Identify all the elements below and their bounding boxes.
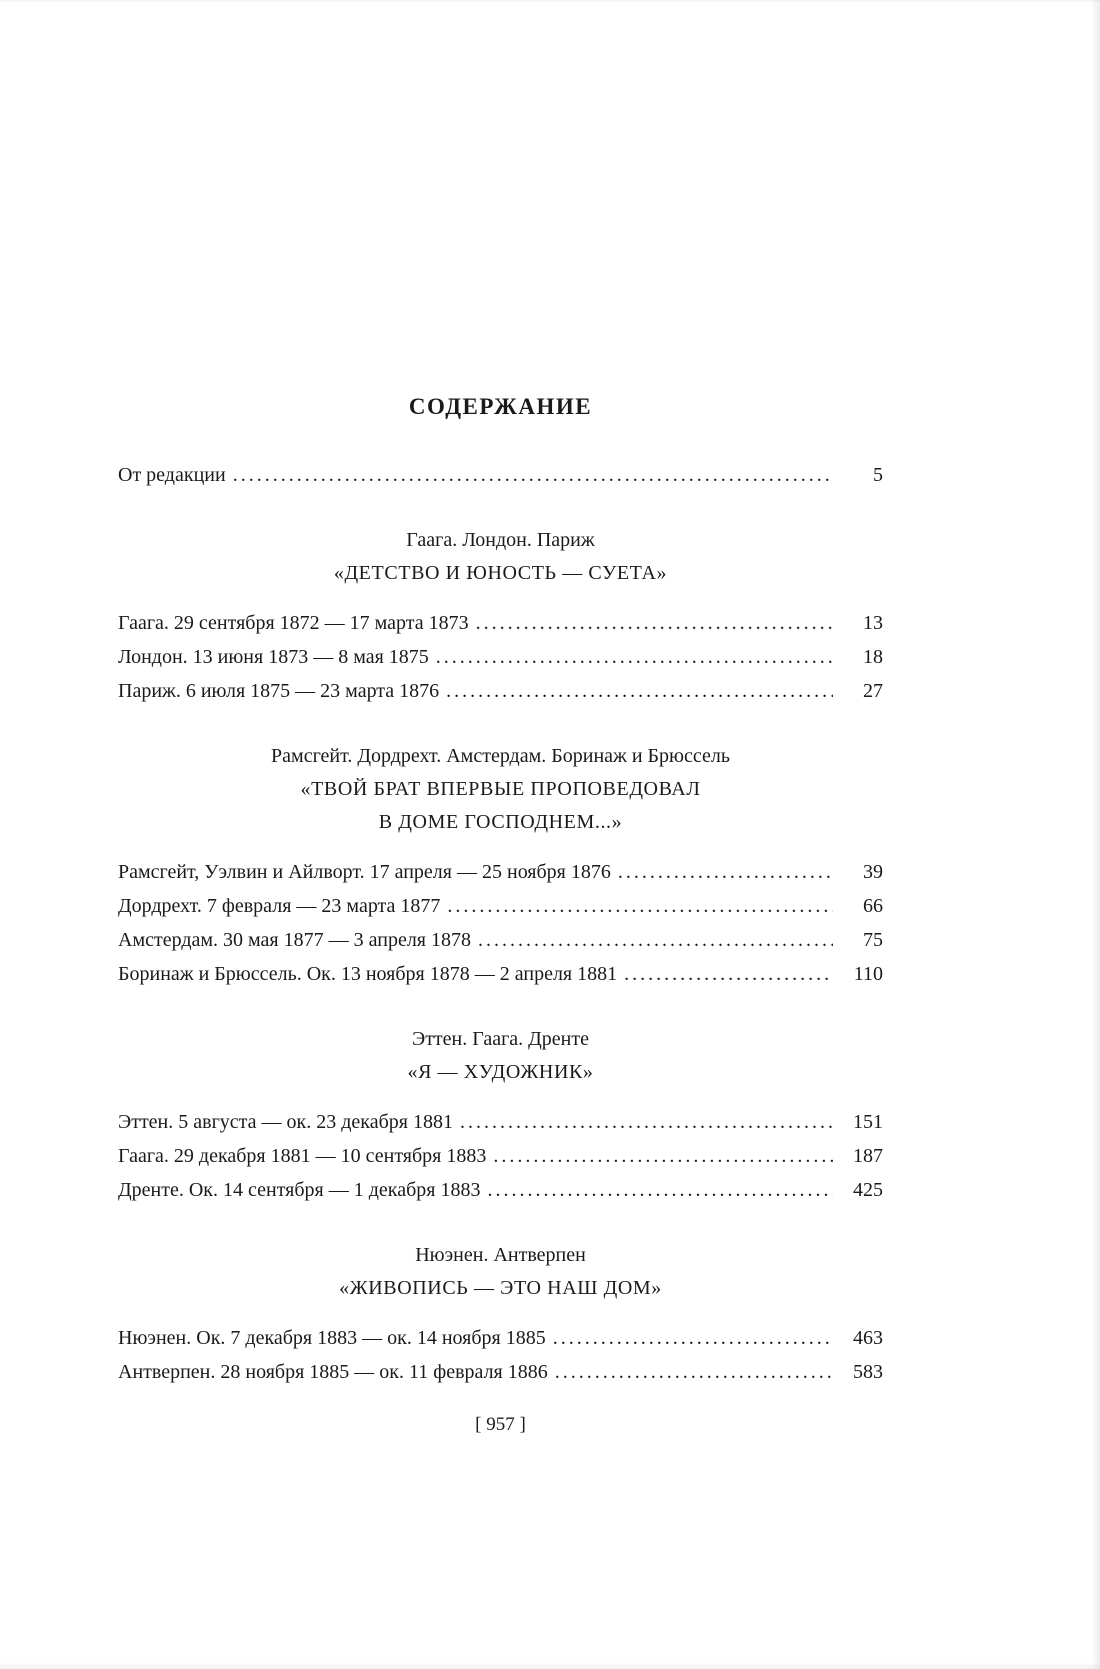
section-heading <box>118 1023 883 1089</box>
toc-entry <box>118 1105 883 1139</box>
toc-content <box>118 392 883 1439</box>
dot-leader <box>478 923 833 957</box>
page-folio: [ 957 ] <box>475 1414 526 1435</box>
toc-entry-page: 463 <box>853 1327 883 1349</box>
dot-leader <box>493 1139 833 1173</box>
section-heading <box>118 1239 883 1305</box>
toc-entry-page: 13 <box>863 612 883 634</box>
dot-leader <box>624 957 833 991</box>
toc-entry-page: 27 <box>863 680 883 702</box>
dot-leader <box>555 1355 833 1389</box>
page-edge-shadow-bottom <box>0 1662 1100 1669</box>
toc-entry <box>118 674 883 708</box>
page-edge-shadow-right <box>1091 0 1100 1669</box>
section-places: Эттен. Гаага. Дренте <box>411 1028 589 1050</box>
section-title-line: В ДОМЕ ГОСПОДНЕМ...» <box>378 811 623 833</box>
toc-entry <box>118 889 883 923</box>
dot-leader <box>476 606 833 640</box>
toc-entry <box>118 855 883 889</box>
toc-entry-label: Нюэнен. Ок. 7 декабря 1883 — ок. 14 ноября 1885 <box>118 1327 546 1349</box>
section-title-line: «Я — ХУДОЖНИК» <box>407 1061 594 1083</box>
section-title-line: «ДЕТСТВО И ЮНОСТЬ — СУЕТА» <box>333 562 668 584</box>
toc-entry <box>118 458 883 492</box>
dot-leader <box>233 458 833 492</box>
toc-entry-label: Гаага. 29 декабря 1881 — 10 сентября 1883 <box>118 1145 487 1167</box>
section-title-line: «ТВОЙ БРАТ ВПЕРВЫЕ ПРОПОВЕДОВАЛ <box>300 778 701 800</box>
toc-entry-label: Дордрехт. 7 февраля — 23 марта 1877 <box>118 895 441 917</box>
toc-entry <box>118 1355 883 1389</box>
toc-entry-page: 18 <box>863 646 883 668</box>
toc-entry-label: Дренте. Ок. 14 сентября — 1 декабря 1883 <box>118 1179 481 1201</box>
section-heading <box>118 740 883 839</box>
toc-section <box>118 1239 883 1389</box>
dot-leader <box>618 855 833 889</box>
section-places: Гаага. Лондон. Париж <box>406 529 595 551</box>
dot-leader <box>436 640 833 674</box>
toc-entry <box>118 923 883 957</box>
toc-entry <box>118 957 883 991</box>
toc-entry-page: 187 <box>853 1145 883 1167</box>
toc-entry <box>118 640 883 674</box>
dot-leader <box>446 674 833 708</box>
toc-entry <box>118 1173 883 1207</box>
page-edge-shadow-top <box>0 0 1100 2</box>
toc-entry <box>118 1139 883 1173</box>
toc-entry-page: 425 <box>853 1179 883 1201</box>
toc-entry-label: Амстердам. 30 мая 1877 — 3 апреля 1878 <box>118 929 472 951</box>
toc-entry-label: Боринаж и Брюссель. Ок. 13 ноября 1878 — 2 апреля 1881 <box>118 963 618 985</box>
toc-entry-label: Лондон. 13 июня 1873 — 8 мая 1875 <box>118 646 429 668</box>
toc-entry-label: Эттен. 5 августа — ок. 23 декабря 1881 <box>118 1111 453 1133</box>
toc-entry-label: Гаага. 29 сентября 1872 — 17 марта 1873 <box>118 612 469 634</box>
toc-entry <box>118 1321 883 1355</box>
dot-leader <box>447 889 833 923</box>
section-title-line: «ЖИВОПИСЬ — ЭТО НАШ ДОМ» <box>339 1277 662 1299</box>
dot-leader <box>553 1321 833 1355</box>
toc-entry-label: Париж. 6 июля 1875 — 23 марта 1876 <box>118 680 440 702</box>
toc-title: СОДЕРЖАНИЕ <box>408 394 593 419</box>
toc-entry-page: 5 <box>873 464 883 486</box>
toc-section <box>118 740 883 991</box>
toc-entry-page: 75 <box>863 929 883 951</box>
toc-entry-label: От редакции <box>118 464 226 486</box>
toc-entry-page: 151 <box>853 1111 883 1133</box>
toc-entry-label: Антверпен. 28 ноября 1885 — ок. 11 февраля 1886 <box>118 1361 548 1383</box>
toc-section <box>118 1023 883 1207</box>
dot-leader <box>460 1105 833 1139</box>
section-heading <box>118 524 883 590</box>
toc-section <box>118 524 883 708</box>
dot-leader <box>487 1173 833 1207</box>
toc-entry-page: 583 <box>853 1361 883 1383</box>
toc-entry-page: 66 <box>863 895 883 917</box>
toc-entry-page: 110 <box>853 963 883 985</box>
toc-entry <box>118 606 883 640</box>
section-places: Рамсгейт. Дордрехт. Амстердам. Боринаж и Брюссель <box>271 745 730 767</box>
toc-entry-label: Рамсгейт, Уэлвин и Айлворт. 17 апреля — 25 ноября 1876 <box>118 861 611 883</box>
section-places: Нюэнен. Антверпен <box>415 1244 586 1266</box>
toc-entry-page: 39 <box>863 861 883 883</box>
